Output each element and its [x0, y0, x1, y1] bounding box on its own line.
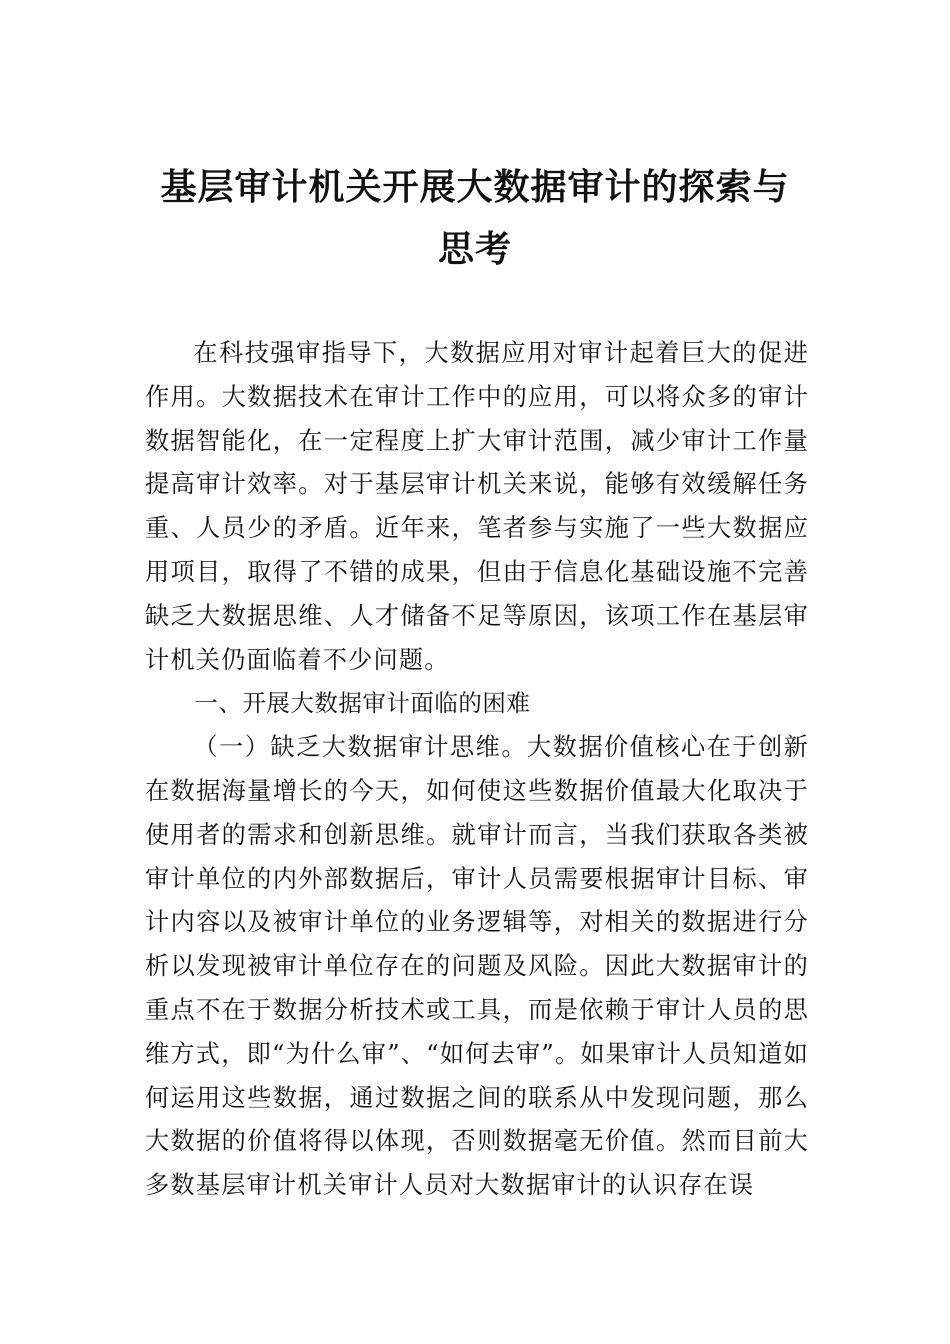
- section-heading: 一、开展大数据审计面临的困难: [194, 689, 531, 718]
- intro-paragraph: 在科技强审指导下，大数据应用对审计起着巨大的促进作用。大数据技术在审计工作中的应用，可以将众多的审计数据智能化，在一定程度上扩大审计范围，减少审计工作量提高审计效率。对于基层审计机关来说，能够有效缓解任务重、人员少的矛盾。近年来，笔者参与实施了一些大数据应用项目，取得了不错的成果，但由于信息化基础设施不完善缺乏大数据思维、人才储备不足等原因，该项工作在基层审计机关仍面临着不少问题。: [145, 339, 809, 674]
- subsection-paragraph: [145, 726, 809, 1208]
- document-body: [145, 332, 809, 1208]
- subsection-text: 大数据价值核心在于创新在数据海量增长的今天，如何使这些数据价值最大化取决于使用者的需求和创新思维。就审计而言，当我们获取各类被审计单位的内外部数据后，审计人员需要根据审计目标、审计内容以及被审计单位的业务逻辑等，对相关的数据进行分析以发现被审计单位存在的问题及风险。因此大数据审计的重点不在于数据分析技术或工具，而是依赖于审计人员的思维方式，即“为什么审”、“如何去审”。如果审计人员知道如何运用这些数据，通过数据之间的联系从中发现问题，那么大数据的价值将得以体现，否则数据毫无价值。然而目前大多数基层审计机关审计人员对大数据审计的认识存在误: [145, 733, 810, 1200]
- subsection-lead: （一）缺乏大数据审计思维。: [193, 733, 527, 762]
- document-title: 基层审计机关开展大数据审计的探索与思考: [160, 166, 790, 270]
